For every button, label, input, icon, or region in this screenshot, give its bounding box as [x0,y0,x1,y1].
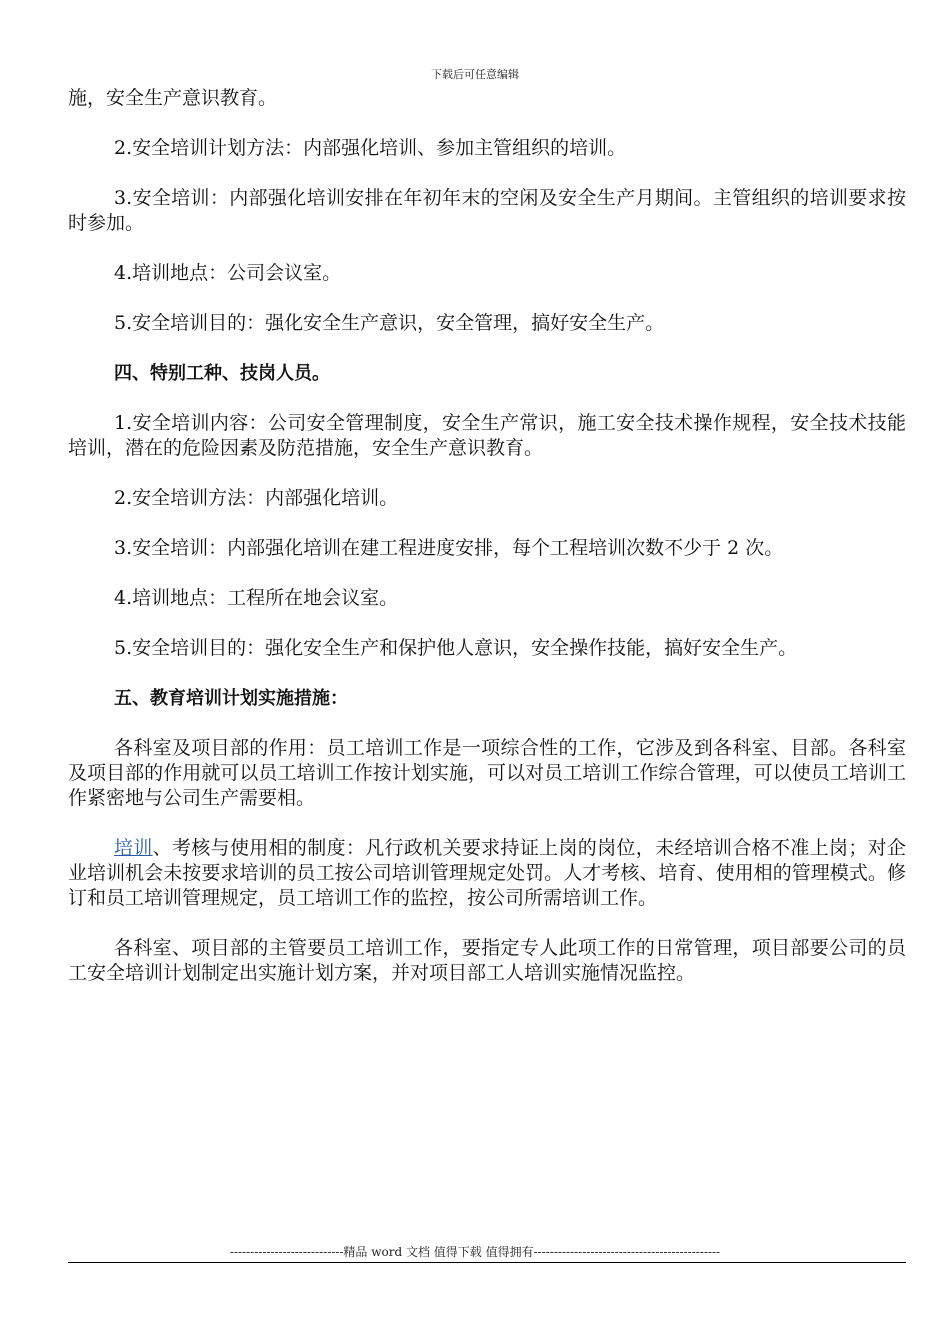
paragraph-training-schedule: 3.安全培训：内部强化培训安排在年初年末的空闲及安全生产月期间。主管组织的培训要求按时参加。 [68,187,906,234]
paragraph-special-training-goal: 5.安全培训目的：强化安全生产和保护他人意识，安全操作技能，搞好安全生产。 [114,637,798,659]
paragraph-training-location: 4.培训地点：公司会议室。 [114,262,342,284]
paragraph-special-training-location: 4.培训地点：工程所在地会议室。 [114,587,399,609]
page-footer-text: ----------------------------精品 word 文档 值得下载 值得拥有---------------------------------------------- [229,1245,721,1259]
paragraph-special-training-content: 1.安全培训内容：公司安全管理制度，安全生产常识，施工安全技术操作规程，安全技术技能培训，潜在的危险因素及防范措施，安全生产意识教育。 [68,412,906,459]
paragraph-assessment-text: 、考核与使用相的制度：凡行政机关要求持证上岗的岗位，未经培训合格不准上岗；对企业培训机会未按要求培训的员工按公司培训管理规定处罚。人才考核、培育、使用相的管理模式。修订和员工培训管理规定，员工培训工作的监控，按公司所需培训工作。 [68,837,906,909]
paragraph-training-method: 2.安全培训计划方法：内部强化培训、参加主管组织的培训。 [114,137,627,159]
paragraph-supervisor-duty: 各科室、项目部的主管要员工培训工作，要指定专人此项工作的日常管理，项目部要公司的员工安全培训计划制定出实施计划方案，并对项目部工人培训实施情况监控。 [68,937,906,984]
section-heading-special-workers: 四、特别工种、技岗人员。 [114,363,330,384]
footer-divider [68,1262,906,1263]
paragraph-training-goal: 5.安全培训目的：强化安全生产意识，安全管理，搞好安全生产。 [114,312,665,334]
page-header-note: 下载后可任意编辑 [431,68,519,81]
document-body [68,86,906,1011]
paragraph-department-role: 各科室及项目部的作用：员工培训工作是一项综合性的工作，它涉及到各科室、目部。各科室及项目部的作用就可以员工培训工作按计划实施，可以对员工培训工作综合管理，可以使员工培训工作紧密地与公司生产需要相。 [68,737,906,809]
section-heading-implementation: 五、教育培训计划实施措施： [114,688,348,709]
paragraph-special-training-schedule: 3.安全培训：内部强化培训在建工程进度安排，每个工程培训次数不少于 2 次。 [114,537,784,559]
paragraph-continuation: 施，安全生产意识教育。 [68,87,278,109]
paragraph-assessment-system [68,836,906,911]
training-link[interactable]: 培训 [114,837,153,859]
paragraph-special-training-method: 2.安全培训方法：内部强化培训。 [114,487,399,509]
